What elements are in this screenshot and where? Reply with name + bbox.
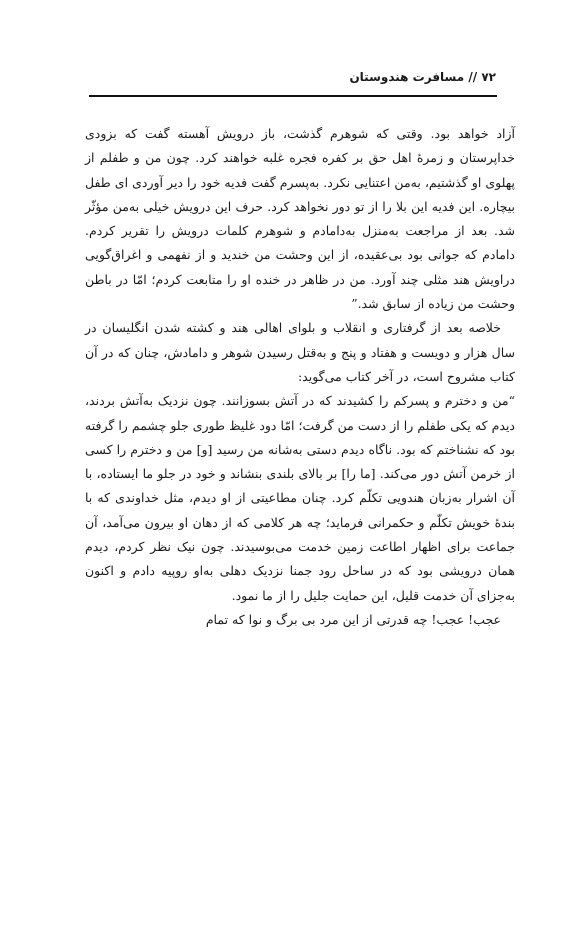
quote-block-second: “من و دخترم و پسرکم را کشیدند که در آتش بسوزانند. چون نزدیک به‌آتش بردند، دیدم که یکی طفلم را از دست من گرفت؛ امّا دود غلیظ طوری جلو چشمم را گرفته بود که نشناختم که بود. ناگاه دیدم دستی به‌شانه من رسید [و] من و دخترم را کسی از خرمن آتش دور می‌کند. [ما را] بر بالای بلندی بنشاند و خود در جلو ما ایستاده، با آن اشرار به‌زبان هندویی تکلّم کرد. چنان مطاعیتی از او دیدم، مثل خداوندی که با بندهٔ خویش تکلّم و حکمرانی فرماید؛ چه هر کلامی که از دهان او بیرون می‌آمد، آن جماعت برای اظهار اطاعت زمین خدمت می‌بوسیدند. چون نیک نظر کردم، دیدم همان درویشی بود که در ساحل رود جمنا نزدیک دهلی به‌او روپیه دادم و اکنون به‌جزای آن خدمت قلیل، این حمایت جلیل را از ما نمود. [85,393,515,603]
paragraph-summary: خلاصه بعد از گرفتاری و انقلاب و بلوای اهالی هند و کشته شدن انگلیسان در سال هزار و دویست و هفتاد و پنج و به‌قتل رسیدن شوهر و دامادش، چنان که در آن کتاب مشروح است، در آخر کتاب می‌گوید: [85,320,515,384]
page-number: ۷۲ [481,70,496,84]
header-separator: // [468,70,478,84]
header-rule [89,95,497,97]
quote-block-first: آزاد خواهد بود. وقتی که شوهرم گذشت، باز درویش آهسته گفت که بزودی خداپرستان و زمرهٔ اهل حق بر کفره فجره غلبه خواهند کرد. چون من و طفلم از پهلوی او گذشتیم، به‌من اعتنایی نکرد. به‌پسرم گفت فدیه خود را دیر آوردی ای طفل بیچاره. این فدیه این بلا را از تو دور نخواهد کرد. حرف این درویش خیلی به‌من مؤثّر شد. بعد از مراجعت به‌منزل به‌دامادم و شوهرم کلمات درویش را تقریر کردم. دامادم که جوانی بود بی‌عقیده، از این وحشت من خندید و از نفهمی و اغراق‌گویی دراویش هند مثلی چند آورد. من در ظاهر در خنده او را متابعت کردم؛ امّا در باطن وحشت من زیاده از سابق شد.” [85,126,515,312]
running-head [349,70,496,84]
paragraph-final: عجب! عجب! چه قدرتی از این مرد بی برگ و نوا که تمام [205,611,501,627]
book-title: مسافرت هندوستان [349,70,465,84]
body-text [85,122,515,632]
